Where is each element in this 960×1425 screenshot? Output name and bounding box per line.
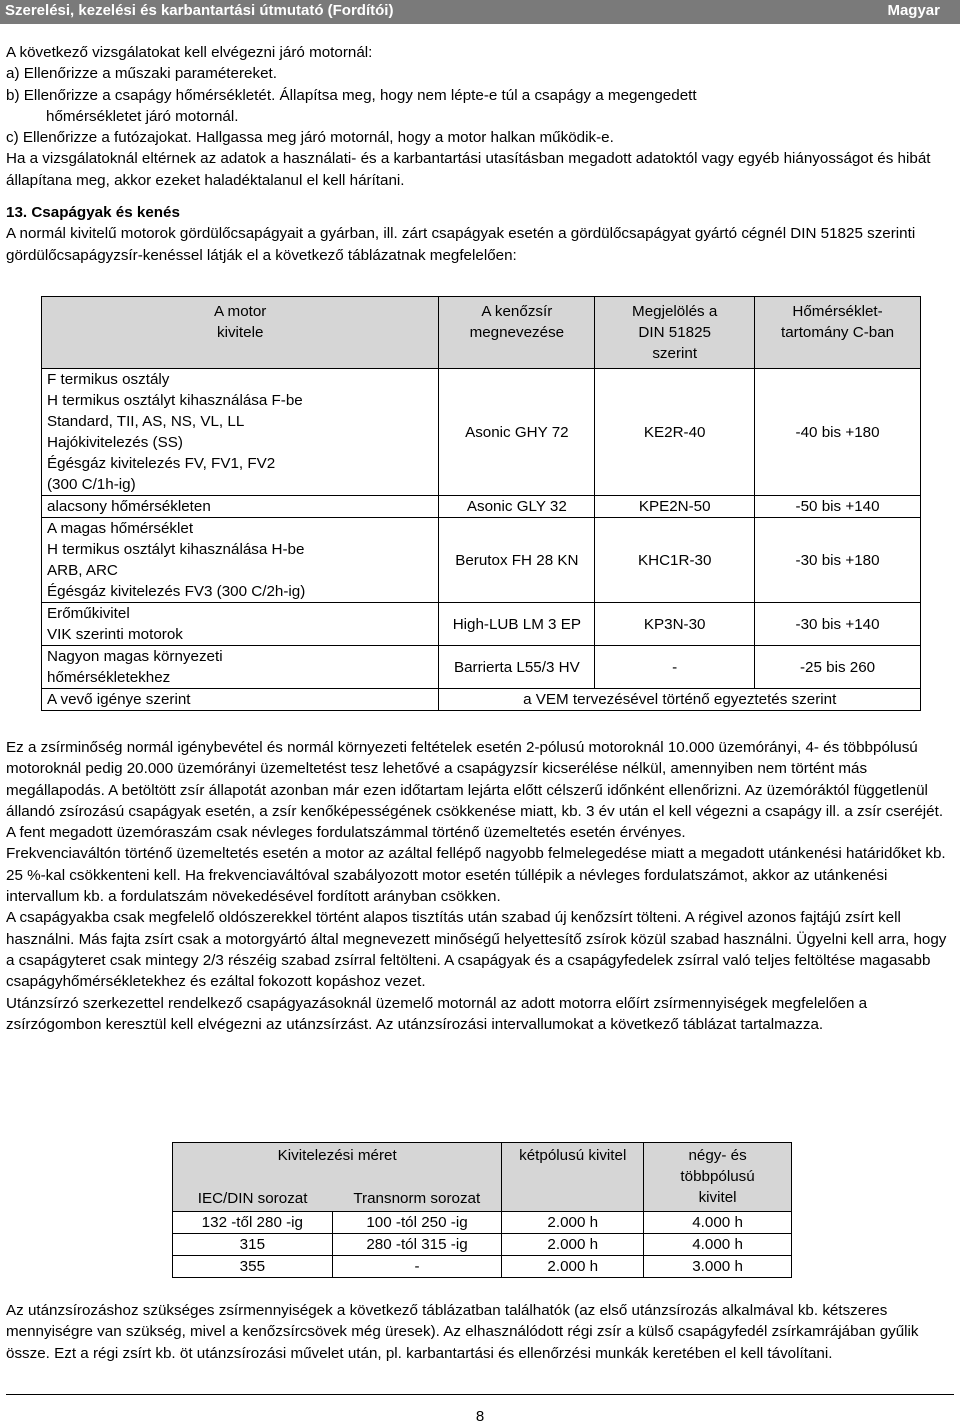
- header-multi-pole: négy- és többpólusú kivitel: [644, 1143, 792, 1212]
- grease-table: [41, 296, 921, 711]
- section-heading: 13. Csapágyak és kenés: [6, 204, 180, 222]
- transnorm-cell: -: [332, 1256, 502, 1278]
- customer-note-cell: a VEM tervezésével történő egyeztetés szerint: [439, 689, 921, 711]
- two-pole-cell: 2.000 h: [502, 1234, 644, 1256]
- table-row: [173, 1256, 792, 1278]
- header-design: A motor kivitele: [42, 297, 439, 369]
- iec-cell: 132 -től 280 -ig: [173, 1212, 333, 1234]
- design-cell: Nagyon magas környezeti hőmérsékletekhez: [42, 646, 439, 689]
- design-cell: Erőműkivitel VIK szerinti motorok: [42, 603, 439, 646]
- table-row: [173, 1234, 792, 1256]
- table-row: [173, 1212, 792, 1234]
- din-cell: KP3N-30: [595, 603, 755, 646]
- temp-cell: -30 bis +140: [755, 603, 921, 646]
- table-row: [42, 369, 921, 496]
- table-row: [42, 603, 921, 646]
- design-cell: F termikus osztály H termikus osztályt kihasználása F-be Standard, TII, AS, NS, VL, LL Hajókivitelezés (SS) Égésgáz kivitelezés FV, FV1, FV2 (300 C/1h-ig): [42, 369, 439, 496]
- intro-paragraph: Ha a vizsgálatoknál eltérnek az adatok a használati- és a karbantartási utasításban megadott adatoktól vagy egyéb hiányosságot és hibát állapítana meg, akkor ezeket haladéktalanul el kell hárítani.: [6, 150, 931, 189]
- relubrication-table-header: [173, 1143, 792, 1212]
- din-cell: KHC1R-30: [595, 518, 755, 603]
- design-cell: A vevő igénye szerint: [42, 689, 439, 711]
- relubrication-table: [172, 1142, 792, 1278]
- paragraph: Utánzsírzó szerkezettel rendelkező csapágyazásoknál üzemelő motornál az adott motorra előírt zsírmennyiségek megfelelően a zsírzógombon keresztül kell elvégezni az utánzsírzást. Az utánzsírozási intervallumokat a következő táblázat tartalmazza.: [6, 994, 868, 1033]
- table-row: [42, 646, 921, 689]
- two-pole-cell: 2.000 h: [502, 1256, 644, 1278]
- intro-lead: A következő vizsgálatokat kell elvégezni járó motornál:: [6, 44, 373, 61]
- din-cell: -: [595, 646, 755, 689]
- grease-cell: Berutox FH 28 KN: [439, 518, 595, 603]
- table-row: [42, 496, 921, 518]
- multi-pole-cell: 4.000 h: [644, 1234, 792, 1256]
- check-item-b: b) Ellenőrizze a csapágy hőmérsékletét. Állapítsa meg, hogy nem lépte-e túl a csapágy a megengedett: [6, 86, 697, 104]
- paragraph: Frekvenciaváltón történő üzemeltetés esetén a motor az azáltal fellépő nagyobb felmelegedése miatt a megadott utánkenési határidőket kb. 25 %-kal csökkenteni kell. Ha frekvenciaváltóval szabályozott motor esetén túllépik a névleges fordulatszámot, akkor az utánkenési intervallum kb. a fordulatszám növekedésével fordított arányban csökken.: [6, 845, 946, 906]
- temp-cell: -50 bis +140: [755, 496, 921, 518]
- page-header: [0, 0, 960, 24]
- multi-pole-cell: 3.000 h: [644, 1256, 792, 1278]
- grease-cell: Asonic GLY 32: [439, 496, 595, 518]
- table-row: [42, 689, 921, 711]
- grease-cell: Barrierta L55/3 HV: [439, 646, 595, 689]
- grease-cell: High-LUB LM 3 EP: [439, 603, 595, 646]
- din-cell: KPE2N-50: [595, 496, 755, 518]
- iec-cell: 315: [173, 1234, 333, 1256]
- temp-cell: -25 bis 260: [755, 646, 921, 689]
- design-cell: A magas hőmérséklet H termikus osztályt kihasználása H-be ARB, ARC Égésgáz kivitelezés FV3 (300 C/2h-ig): [42, 518, 439, 603]
- check-item-a: a) Ellenőrizze a műszaki paramétereket.: [6, 65, 277, 83]
- din-cell: KE2R-40: [595, 369, 755, 496]
- body-text: [6, 737, 954, 1035]
- header-temp: Hőmérséklet- tartomány C-ban: [755, 297, 921, 369]
- grease-table-header: [42, 297, 921, 369]
- header-transnorm: Transnorm sorozat: [353, 1190, 481, 1207]
- check-item-c: c) Ellenőrizze a futózajokat. Hallgassa meg járó motornál, hogy a motor halkan működik-e.: [6, 129, 614, 147]
- header-size: Kivitelezési méret IEC/DIN sorozat Transnorm sorozat: [173, 1143, 502, 1212]
- transnorm-cell: 100 -tól 250 -ig: [332, 1212, 502, 1234]
- document-title: Szerelési, kezelési és karbantartási útmutató (Fordítói): [5, 2, 394, 19]
- design-cell: alacsony hőmérsékleten: [42, 496, 439, 518]
- intro-section: [6, 42, 954, 266]
- page-number: 8: [475, 1408, 485, 1425]
- temp-cell: -40 bis +180: [755, 369, 921, 496]
- section-paragraph: A normál kivitelű motorok gördülőcsapágyait a gyárban, ill. zárt csapágyak esetén a gördülőcsapágyat gyártó cégnél DIN 51825 szerinti gördülőcsapágyzsír-kenéssel látják el a következő táblázatnak megfelelően:: [6, 225, 916, 264]
- transnorm-cell: 280 -tól 315 -ig: [332, 1234, 502, 1256]
- language-label: Magyar: [887, 2, 940, 19]
- header-grease: A kenőzsír megnevezése: [439, 297, 595, 369]
- grease-cell: Asonic GHY 72: [439, 369, 595, 496]
- header-two-pole: kétpólusú kivitel: [502, 1143, 644, 1212]
- paragraph: A csapágyakba csak megfelelő oldószerekkel történt alapos tisztítás után szabad új kenőzsírt tölteni. A régivel azonos fajtájú zsírt kell használni. Más fajta zsírt csak a motorgyártó által megnevezett minőségű helyettesítő zsírok közül szabad használni. Ügyelni kell arra, hogy a csapágyteret csak mintegy 2/3 részéig szabad zsírral feltölteni. A csapágyak és a csapágyfedelek zsírral való teljes feltöltése magasabb csapágyhőmérsékletekhez és ezáltal fokozott kopáshoz vezet.: [6, 909, 947, 991]
- paragraph: Ez a zsírminőség normál igénybevétel és normál környezeti feltételek esetén 2-pólusú motoroknál 10.000 üzemórányi, 4- és többpólusú motoroknál pedig 20.000 üzemórányi üzemeltetést tesz lehetővé a csapágyzsír kicserélése nélkül, amennyiben nem történt más megállapodás. A betöltött zsír állapotát azonban már ezen időtartam lejárta előtt célszerű időnként ellenőrizni. Az üzemóráktól függetlenül állandó zsírozású csapágyak esetén, a zsír kenőképességének csökkenése miatt, kb. 3 év után el kell végezni a csapágy ill. a zsír cseréjét. A fent megadott üzemóraszám csak névleges fordulatszámmal történő üzemeltetés esetén érvényes.: [6, 739, 944, 842]
- multi-pole-cell: 4.000 h: [644, 1212, 792, 1234]
- footer-divider: [6, 1394, 954, 1395]
- table-row: [42, 518, 921, 603]
- two-pole-cell: 2.000 h: [502, 1212, 644, 1234]
- header-iec: IEC/DIN sorozat: [197, 1190, 308, 1207]
- paragraph: Az utánzsírozáshoz szükséges zsírmennyiségek a következő táblázatban találhatók (az első utánzsírozás alkalmával kb. kétszeres mennyiségre van szükség, mivel a kenőzsírcsövek még üresek). Az elhasználódott régi zsír a külső csapágyfedél zsírkamrájában gyűlik össze. Ezt a régi zsírt kb. öt utánzsírozási művelet után, pl. karbantartási és ellenőrzési munkák keretében el kell távolítani.: [6, 1302, 919, 1362]
- iec-cell: 355: [173, 1256, 333, 1278]
- temp-cell: -30 bis +180: [755, 518, 921, 603]
- closing-text: [6, 1300, 954, 1364]
- check-item-b-cont: hőmérsékletet járó motornál.: [46, 107, 239, 125]
- header-din: Megjelölés a DIN 51825 szerint: [595, 297, 755, 369]
